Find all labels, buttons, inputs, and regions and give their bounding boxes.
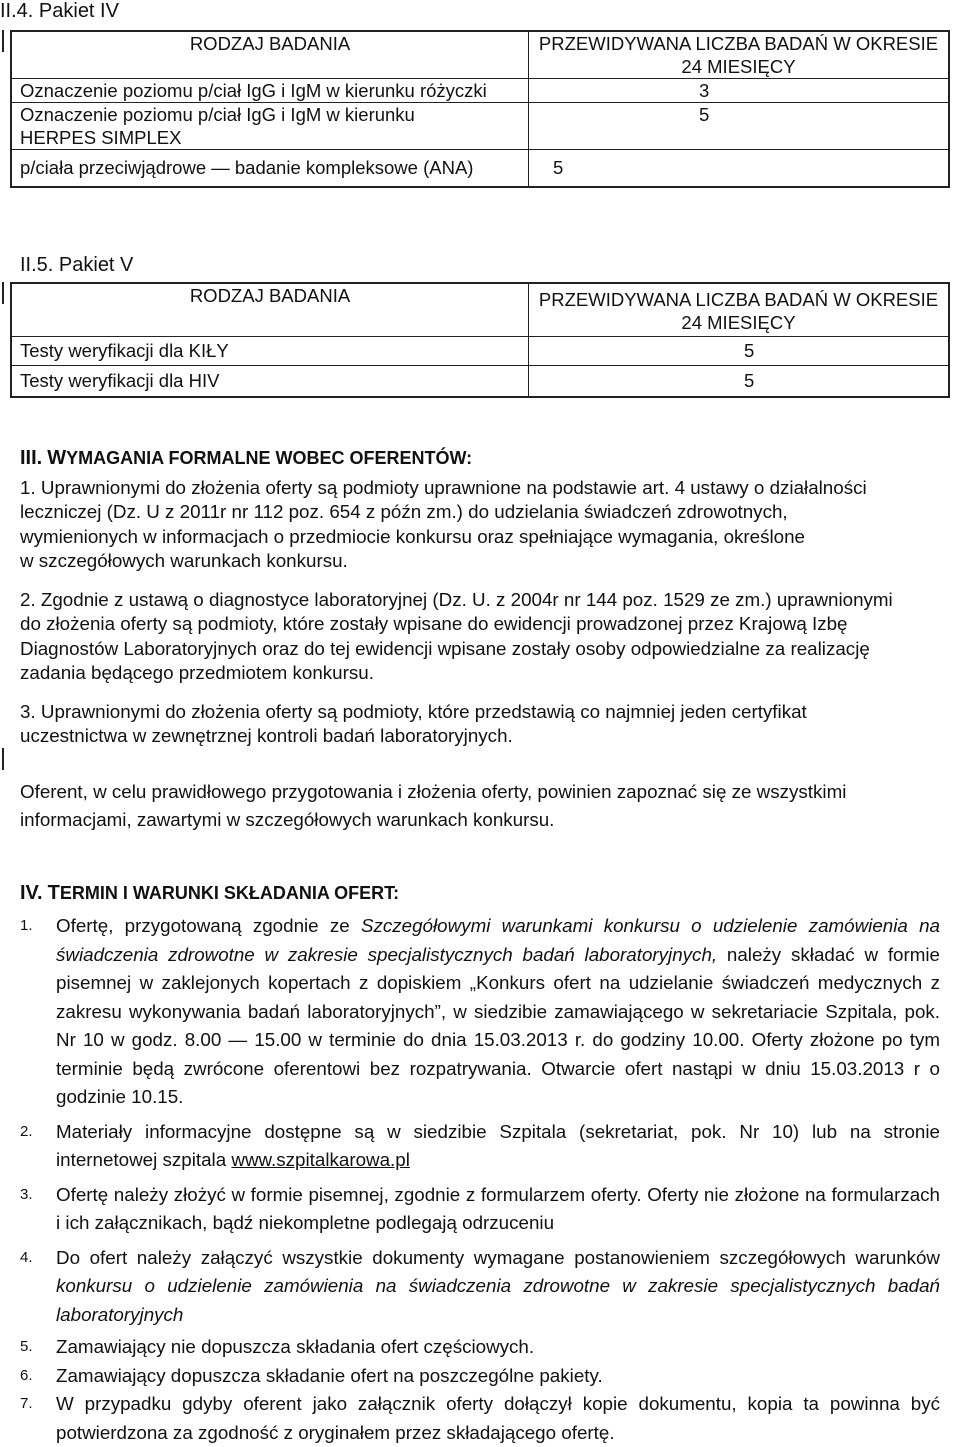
paragraph-eligibility: 1. Uprawnionymi do złożenia oferty są podmioty uprawnione na podstawie art. 4 ustawy o działalności leczniczej (Dz. U z 2011r nr 112 poz. 654 z późn zm.) do udzielania świadczeń zdrowotnych, wymienionych w informacjach o przedmiocie konkursu oraz spełniające wymagania, określone w szczegółowych warunkach konkursu. xyxy=(20,477,867,571)
table-header-row xyxy=(11,283,949,337)
section-heading-requirements: III. WYMAGANIA FORMALNE WOBEC OFERENTÓW: xyxy=(20,447,473,469)
terms-list xyxy=(20,912,940,1447)
col-header-count xyxy=(529,31,950,79)
list-item: 1. Ofertę, przygotowaną zgodnie ze Szczegółowymi warunkami konkursu o udzielenie zamówienia na świadczenia zdrowotne w zakresie specjalistycznych badań laboratoryjnych, należy składać w formie pisemnej w zaklejonych kopertach z dopiskiem „Konkurs ofert na udzielanie świadczeń medycznych z zakresu wykonywania badań laboratoryjnych”, w siedzibie zamawiającego w sekretariacie Szpitala, pok. Nr 10 w godz. 8.00 — 15.00 w terminie do dnia 15.03.2013 r. do godziny 10.00. Oferty złożone po tym terminie będą zwrócone oferentowi bez rozpatrywania. Otwarcie ofert nastąpi w dniu 15.03.2013 r o godzinie 10.15. xyxy=(20,915,940,1107)
list-item: 5. Zamawiający nie dopuszcza składania ofert częściowych. xyxy=(20,1336,535,1357)
col-header-type: RODZAJ BADANIA xyxy=(11,283,529,337)
row-name: Testy weryfikacji dla HIV xyxy=(11,366,529,398)
list-item: 2. Materiały informacyjne dostępne są w siedzibie Szpitala (sekretariat, pok. Nr 10) lub na stronie internetowej szpitala www.szpitalkarowa.pl xyxy=(20,1120,940,1170)
list-item: 6. Zamawiający dopuszcza składanie ofert na poszczególne pakiety. xyxy=(20,1364,603,1386)
row-count: 3 xyxy=(529,79,950,103)
pkg4-table xyxy=(10,30,950,188)
list-item: 7. W przypadku gdyby oferent jako załącznik oferty dołączył kopie dokumentu, kopia ta powinna być potwierdzona za zgodność z oryginałem przez składającego ofertę. xyxy=(20,1393,940,1443)
table-row xyxy=(11,79,949,103)
change-bar xyxy=(2,30,4,52)
change-bar xyxy=(2,748,4,770)
pkg5-title: II.5. Pakiet V xyxy=(20,254,134,276)
row-count: 5 xyxy=(529,337,950,366)
col-header-count: PRZEWIDYWANA LICZBA BADAŃ W OKRESIE 24 MIESIĘCY xyxy=(538,289,939,333)
table-row xyxy=(11,337,949,366)
row-count: 5 xyxy=(529,366,950,398)
row-name: Oznaczenie poziomu p/ciał IgG i IgM w kierunku HERPES SIMPLEX xyxy=(11,103,529,150)
pkg4-title: II.4. Pakiet IV xyxy=(0,0,119,22)
col-header-count-line1: PRZEWIDYWANA LICZBA BADAŃ W OKRESIE xyxy=(538,33,939,54)
row-name: p/ciała przeciwjądrowe — badanie kompleksowe (ANA) xyxy=(11,150,529,188)
list-item: 3. Ofertę należy złożyć w formie pisemnej, zgodnie z formularzem oferty. Oferty nie złożone na formularzach i ich załącznikach, bądź niekompletne podlegają odrzuceniu xyxy=(20,1183,940,1233)
section-heading-deadline: IV. TERMIN I WARUNKI SKŁADANIA OFERT: xyxy=(20,882,400,904)
change-bar xyxy=(2,282,4,304)
col-header-type: RODZAJ BADANIA xyxy=(11,31,529,79)
table-row xyxy=(11,366,949,398)
row-name: Testy weryfikacji dla KIŁY xyxy=(11,337,529,366)
list-item: 4. Do ofert należy załączyć wszystkie dokumenty wymagane postanowieniem szczegółowych warunków konkursu o udzielenie zamówienia na świadczenia zdrowotne w zakresie specjalistycznych badań laboratoryjnych xyxy=(20,1246,940,1325)
table-row xyxy=(11,150,949,188)
paragraph-lab-diagnostics: 2. Zgodnie z ustawą o diagnostyce laboratoryjnej (Dz. U. z 2004r nr 144 poz. 1529 ze zm.) uprawnionymi do złożenia oferty są podmioty, które zostały wpisane do ewidencji prowadzonej przez Krajową Izbę Diagnostów Laboratoryjnych oraz do tej ewidencji wpisane zostały osoby odpowiedzialne za realizację zadania będącego przedmiotem konkursu. xyxy=(20,589,893,683)
row-count: 5 xyxy=(529,150,950,188)
table-row xyxy=(11,103,949,150)
col-header-count-line2: 24 MIESIĘCY xyxy=(681,56,796,77)
hospital-website-link[interactable]: www.szpitalkarowa.pl xyxy=(231,1149,410,1170)
table-header-row xyxy=(11,31,949,79)
row-name: Oznaczenie poziomu p/ciał IgG i IgM w kierunku różyczki xyxy=(11,79,529,103)
pkg5-table xyxy=(10,282,950,398)
row-count: 5 xyxy=(529,103,950,150)
paragraph-certificate: 3. Uprawnionymi do złożenia oferty są podmioty, które przedstawią co najmniej jeden certyfikat uczestnictwa w zewnętrznej kontroli badań laboratoryjnych. xyxy=(20,701,807,747)
paragraph-offeror-info: Oferent, w celu prawidłowego przygotowania i złożenia oferty, powinien zapoznać się ze wszystkimi informacjami, zawartymi w szczegółowych warunkach konkursu. xyxy=(20,781,847,830)
